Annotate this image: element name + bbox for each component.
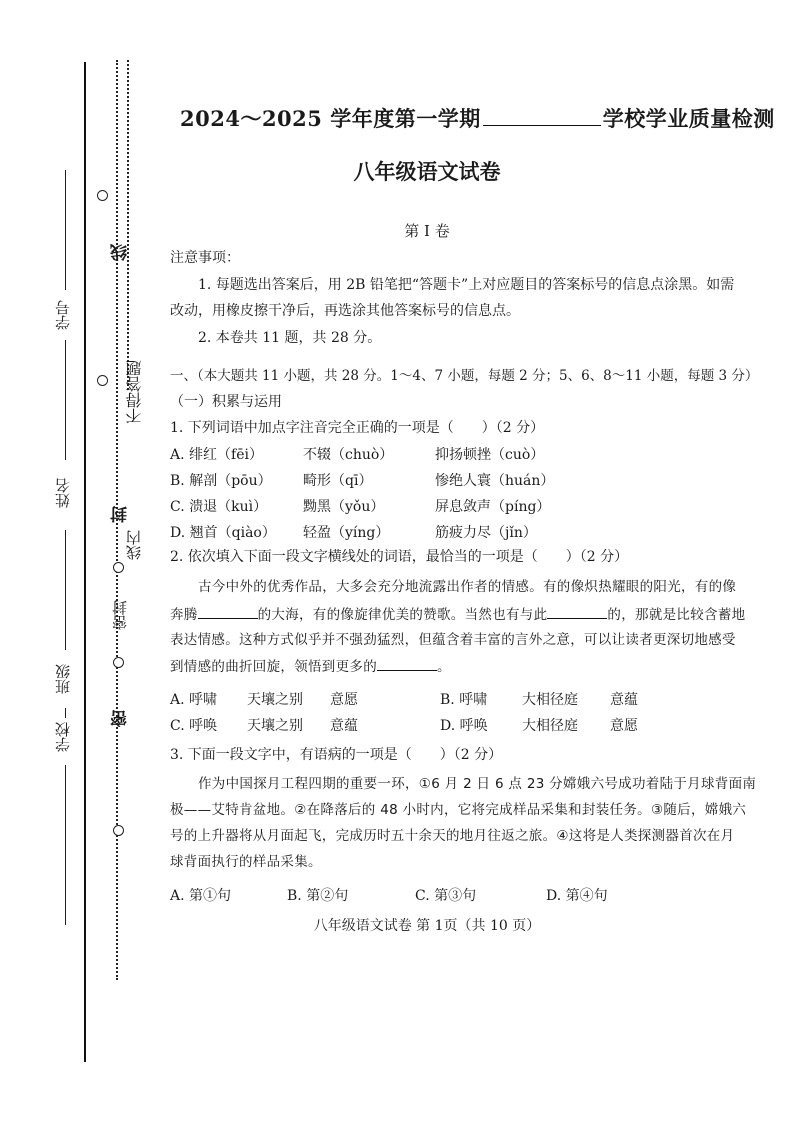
name-underline [65,530,66,650]
q1-option-b-2: 畸形（qī） [303,473,373,489]
q2-option-a-2: 天壤之别 [247,692,303,708]
q2-option-d-3: 意愿 [610,718,638,734]
school-name-blank [483,107,601,126]
q3-stem: 3. 下面一段文字中，有语病的一项是（ ）（2 分） [170,747,503,763]
notes-item1-line2: 改动，用橡皮擦干净后，再选涂其他答案标号的信息点。 [170,303,520,319]
q2-option-c-2: 天壤之别 [247,718,303,734]
q1-option-b-1: B. 解剖（pōu） [170,473,272,489]
q1-option-b-3: 惨绝人寰（huán） [435,473,555,489]
title-prefix: 2024～2025 学年度第一学期 [180,106,481,131]
q1-option-d-2: 轻盈（yíng） [303,525,390,541]
q2-option-b-1: B. 呼啸 [440,692,488,708]
q1-option-d-1: D. 翘首（qiào） [170,525,276,541]
section-subheading: （一）积累与运用 [170,394,282,410]
q1-option-c-2: 黝黑（yǒu） [303,499,385,515]
q2-option-b-3: 意蕴 [610,692,638,708]
q2-option-c-3: 意蕴 [330,718,358,734]
q2-option-b-2: 大相径庭 [522,692,578,708]
q1-option-a-3: 抑扬顿挫（cuò） [435,447,545,463]
student-id-label: 学号 [54,300,72,330]
student-id-underline-2 [65,340,66,460]
school-label: 学校 [54,722,72,752]
binding-hole-5 [113,825,124,836]
binding-hole-1 [97,190,108,201]
q3-paragraph-line1: 作为中国探月工程四期的重要一环，①6 月 2 日 6 点 23 分嫦娥六号成功着陆于月球背面南 [198,776,757,792]
binding-hole-2 [97,375,108,386]
inner-line-text: 线内 [125,530,143,560]
class-underline [65,708,66,718]
q1-option-d-3: 筋疲力尽（jǐn） [435,525,537,541]
q1-option-c-1: C. 溃退（kuì） [170,499,268,515]
q3-option-c: C. 第③句 [415,888,477,904]
exam-subtitle: 八年级语文试卷 [353,159,501,184]
title-suffix: 学校学业质量检测 [602,106,775,131]
inner-seal-text: 密封 [111,600,129,630]
volume-label: 第 I 卷 [404,222,450,240]
q2-blank-3 [377,658,437,671]
q3-paragraph-line4: 球背面执行的样品采集。 [170,854,322,870]
q2-option-d-1: D. 呼唤 [440,718,488,734]
q2-option-d-2: 大相径庭 [522,718,578,734]
notes-item2: 2. 本卷共 11 题，共 28 分。 [198,330,382,346]
q2-option-c-1: C. 呼唤 [170,718,218,734]
q3-paragraph-line3: 号的上升器将从月面起飞，完成历时五十余天的地月往返之旅。④这将是人类探测器首次在月 [170,828,735,844]
binding-outer-line [84,62,86,1062]
q2-option-a-3: 意愿 [330,692,358,708]
seal-char-seal: 封 [111,506,131,523]
q2-blank-2 [547,606,607,619]
q2-blank-1 [198,606,258,619]
school-underline [65,765,66,925]
section-heading: 一、（本大题共 11 小题，共 28 分。1～4、7 小题，每题 2 分；5、6、8～11 小题，每题 3 分） [170,368,759,384]
class-label: 班级 [54,664,72,694]
q2-line4-part1: 到情感的曲折回旋，领悟到更多的 [170,659,377,675]
q2-paragraph-line3: 表达情感。这种方式似乎并不强劲猛烈，但蕴含着丰富的言外之意，可以让读者更深切地感受 [170,632,736,648]
q2-paragraph-line1: 古今中外的优秀作品，大多会充分地流露出作者的情感。有的像炽热耀眼的阳光，有的像 [198,579,737,595]
q2-stem: 2. 依次填入下面一段文字横线处的词语，最恰当的一项是（ ）（2 分） [170,549,629,565]
name-label: 姓名 [54,478,72,508]
q1-option-a-1: A. 绯红（fēi） [170,447,263,463]
no-answer-text: 不得答题 [125,360,144,424]
q2-option-a-1: A. 呼啸 [170,692,218,708]
q3-option-a: A. 第①句 [170,888,232,904]
q3-paragraph-line2: 极——艾特肯盆地。②在降落后的 48 小时内，它将完成样品采集和封装任务。③随后，嫦娥六 [170,802,747,818]
q2-paragraph-line2 [170,606,745,623]
notes-item1-line1: 1. 每题选出答案后，用 2B 铅笔把“答题卡”上对应题目的答案标号的信息点涂黑。如需 [198,277,735,293]
q1-stem: 1. 下列词语中加点字注音完全正确的一项是（ ）（2 分） [170,420,545,436]
binding-hole-3 [113,562,124,573]
page-footer: 八年级语文试卷 第 1页（共 10 页） [313,918,541,934]
q2-paragraph-line4 [170,658,451,675]
seal-char-close: 密 [111,710,131,727]
q3-option-d: D. 第④句 [546,888,608,904]
q2-line2-part2: 的大海，有的像旋律优美的赞歌。当然也有与此 [257,607,548,623]
q2-line2-part1: 奔腾 [170,607,198,623]
q2-line4-part2: 。 [437,659,451,675]
q1-option-a-2: 不辍（chuò） [303,447,394,463]
notes-heading: 注意事项： [170,250,240,266]
exam-title [180,103,775,133]
binding-hole-4 [113,657,124,668]
q3-option-b: B. 第②句 [287,888,349,904]
q1-option-c-3: 屏息敛声（píng） [435,499,551,515]
q2-line2-part3: 的，那就是比较含蓄地 [607,607,746,623]
seal-char-line: 线 [111,244,131,261]
